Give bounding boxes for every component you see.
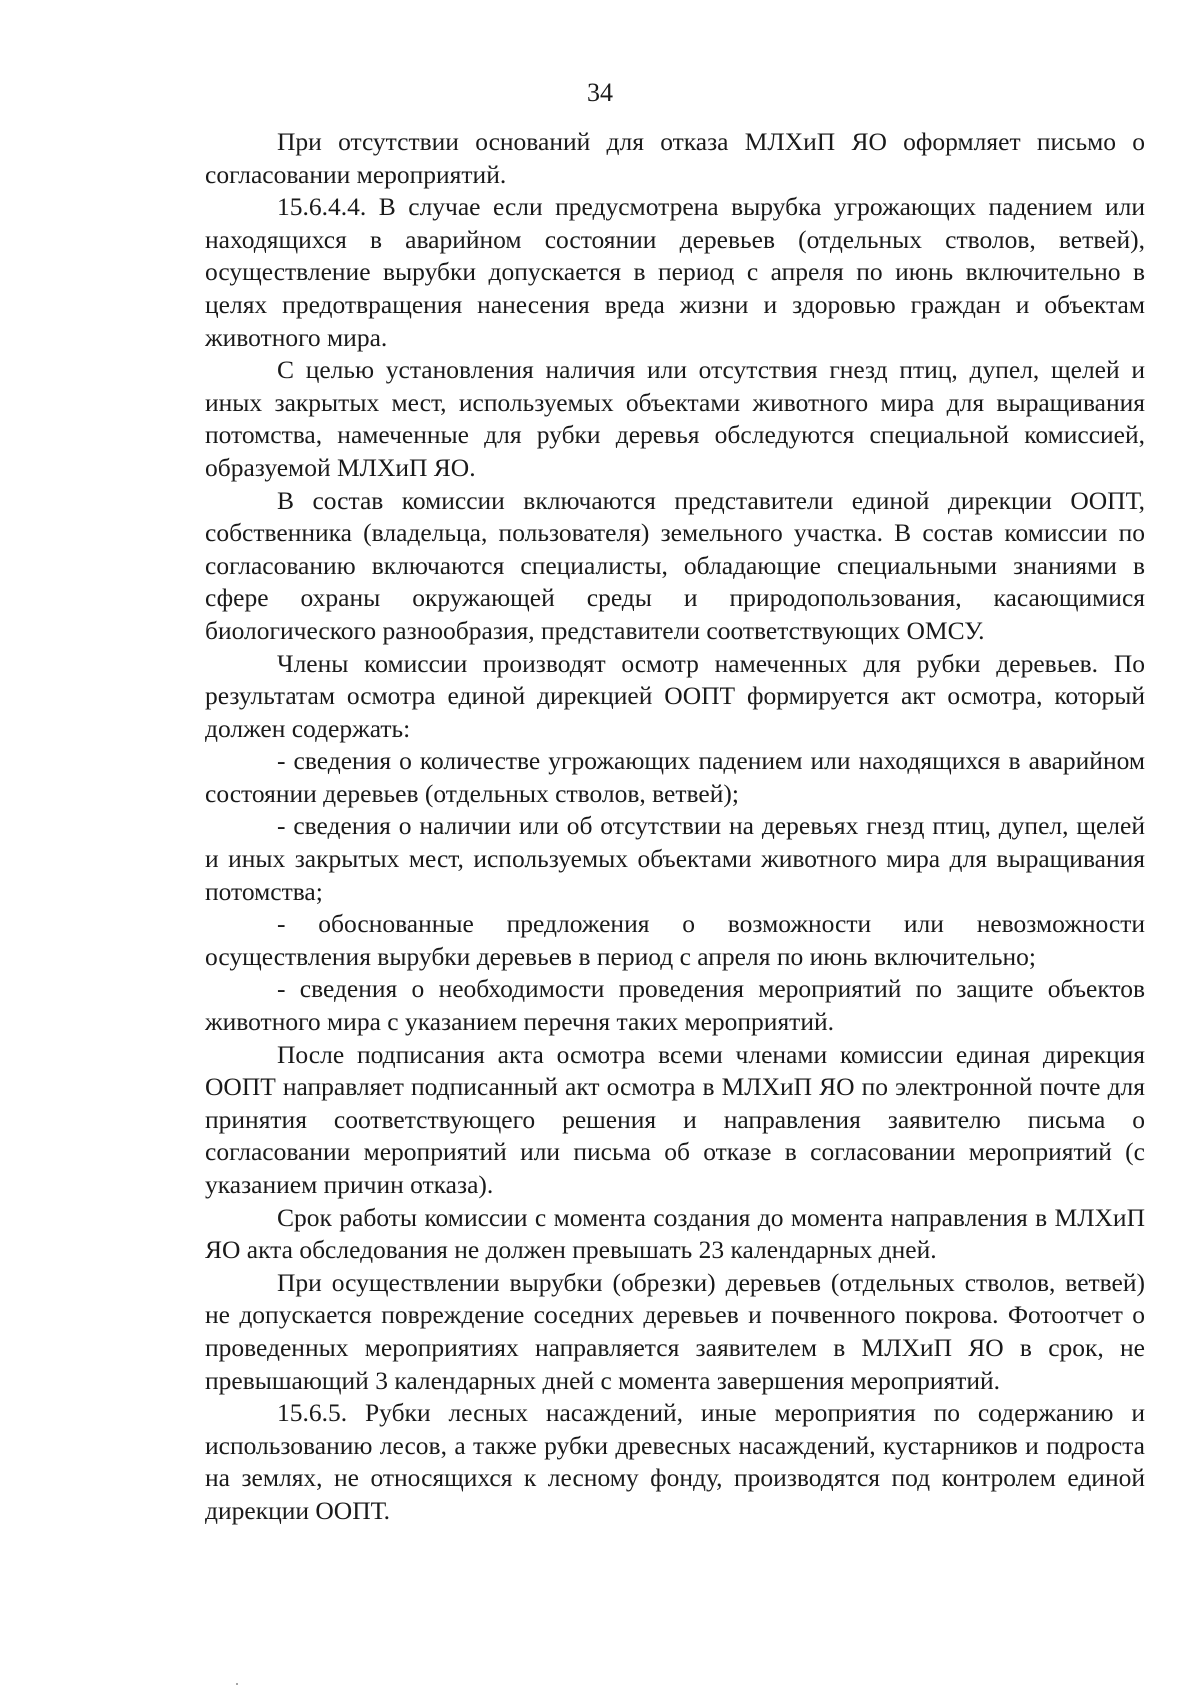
paragraph-commission-survey: С целью установления наличия или отсутствия гнезд птиц, дупел, щелей и иных закрытых мест, используемых объектами животного мира для выращивания потомства, намеченные для рубки деревья обследуются специальной комиссией, образуемой МЛХиП ЯО. bbox=[205, 355, 1145, 482]
page-number: 34 bbox=[587, 78, 613, 107]
paragraph-15-6-4-4: 15.6.4.4. В случае если предусмотрена вырубка угрожающих падением или находящихся в аварийном состоянии деревьев (отдельных стволов, ветвей), осуществление вырубки допускается в период с апреля по июнь включительно в целях предотвращения нанесения вреда жизни и здоровью граждан и объектам животного мира. bbox=[205, 192, 1145, 352]
scan-artifact bbox=[236, 1683, 238, 1685]
document-body bbox=[205, 126, 1145, 1528]
paragraph-inspection-act: Члены комиссии производят осмотр намеченных для рубки деревьев. По результатам осмотра единой дирекцией ООПТ формируется акт осмотра, который должен содержать: bbox=[205, 648, 1145, 743]
list-item-protection-measures: - сведения о необходимости проведения мероприятий по защите объектов животного мира с указанием перечня таких мероприятий. bbox=[205, 974, 1145, 1037]
paragraph-15-6-5: 15.6.5. Рубки лесных насаждений, иные мероприятия по содержанию и использованию лесов, а также рубки древесных насаждений, кустарников и подроста на землях, не относящихся к лесному фонду, производятся под контролем единой дирекции ООПТ. bbox=[205, 1398, 1145, 1525]
list-item-proposals: - обоснованные предложения о возможности или невозможности осуществления вырубки деревьев в период с апреля по июнь включительно; bbox=[205, 909, 1145, 971]
paragraph-act-submission: После подписания акта осмотра всеми членами комиссии единая дирекция ООПТ направляет подписанный акт осмотра в МЛХиП ЯО по электронной почте для принятия соответствующего решения и направления заявителю письма о согласовании мероприятий или письма об отказе в согласовании мероприятий (с указанием причин отказа). bbox=[205, 1039, 1145, 1199]
paragraph-refusal-letter: При отсутствии оснований для отказа МЛХиП ЯО оформляет письмо о согласовании мероприятий. bbox=[205, 127, 1145, 189]
list-item-tree-count: - сведения о количестве угрожающих падением или находящихся в аварийном состоянии деревьев (отдельных стволов, ветвей); bbox=[205, 746, 1145, 808]
paragraph-commission-term: Срок работы комиссии с момента создания до момента направления в МЛХиП ЯО акта обследования не должен превышать 23 календарных дней. bbox=[205, 1202, 1145, 1265]
paragraph-felling-requirements: При осуществлении вырубки (обрезки) деревьев (отдельных стволов, ветвей) не допускается повреждение соседних деревьев и почвенного покрова. Фотоотчет о проведенных мероприятиях направляется заявителем в МЛХиП ЯО в срок, не превышающий 3 календарных дней с момента завершения мероприятий. bbox=[205, 1267, 1145, 1395]
paragraph-commission-composition: В состав комиссии включаются представители единой дирекции ООПТ, собственника (владельца, пользователя) земельного участка. В состав комиссии по согласованию включаются специалисты, обладающие специальными знаниями в сфере охраны окружающей среды и природопользования, касающимися биологического разнообразия, представители соответствующих ОМСУ. bbox=[205, 485, 1145, 645]
list-item-nests: - сведения о наличии или об отсутствии на деревьях гнезд птиц, дупел, щелей и иных закрытых мест, используемых объектами животного мира для выращивания потомства; bbox=[205, 811, 1145, 906]
